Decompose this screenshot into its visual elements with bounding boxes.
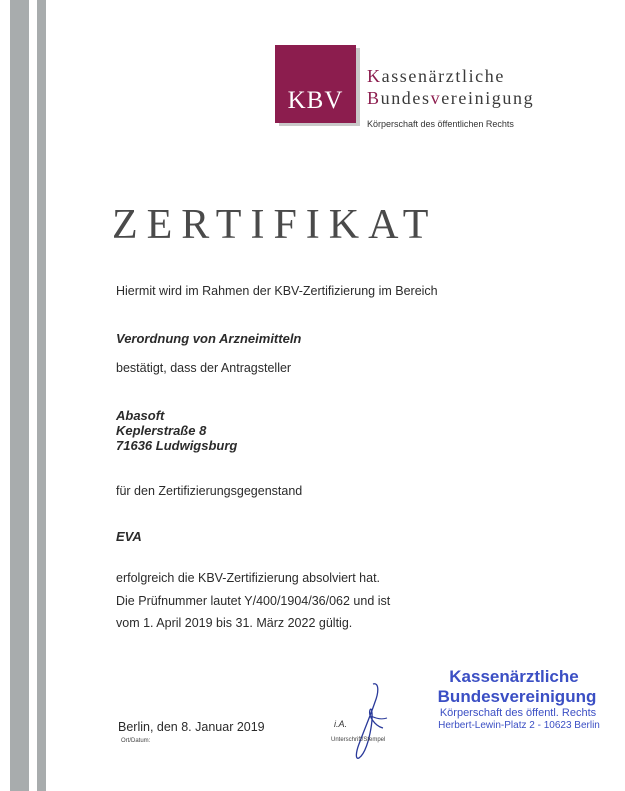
subject-intro: für den Zertifizierungsgegenstand <box>116 484 303 498</box>
result-line-3: vom 1. April 2019 bis 31. März 2022 gültig. <box>116 616 353 630</box>
signature-prefix: i.A. <box>334 719 348 729</box>
stamp-line-4: Herbert-Lewin-Platz 2 - 10623 Berlin <box>438 720 600 731</box>
applicant-city: 71636 Ludwigsburg <box>116 438 238 453</box>
kbv-logo-text: KBV <box>287 87 344 114</box>
result-line-1: erfolgreich die KBV-Zertifizierung absolviert hat. <box>116 571 381 585</box>
stamp-line-3: Körperschaft des öffentl. Rechts <box>439 707 597 719</box>
kbv-logo <box>275 45 356 123</box>
certification-area: Verordnung von Arzneimitteln <box>116 331 302 346</box>
place-date-label: Ort/Datum: <box>121 738 151 744</box>
org-name-line1: Kassenärztliche <box>367 66 505 86</box>
official-stamp <box>420 667 608 732</box>
applicant-name: Abasoft <box>116 408 165 423</box>
stamp-line-2: Bundesvereinigung <box>437 687 597 706</box>
place-date: Berlin, den 8. Januar 2019 <box>118 720 265 734</box>
left-border-bar-narrow <box>37 0 46 791</box>
certification-subject: EVA <box>116 529 142 544</box>
org-subtitle: Körperschaft des öffentlichen Rechts <box>367 119 514 129</box>
applicant-street: Keplerstraße 8 <box>116 423 207 438</box>
signature-label: Unterschrift/Stempel <box>331 737 386 743</box>
stamp-line-1: Kassenärztliche <box>449 667 579 686</box>
result-line-2: Die Prüfnummer lautet Y/400/1904/36/062 und ist <box>116 594 391 608</box>
left-border-bar-wide <box>10 0 29 791</box>
certificate-title: ZERTIFIKAT <box>112 202 438 248</box>
intro-text: Hiermit wird im Rahmen der KBV-Zertifizierung im Bereich <box>116 284 438 298</box>
org-name-line2: Bundesvereinigung <box>367 88 535 108</box>
confirm-text: bestätigt, dass der Antragsteller <box>116 361 292 375</box>
